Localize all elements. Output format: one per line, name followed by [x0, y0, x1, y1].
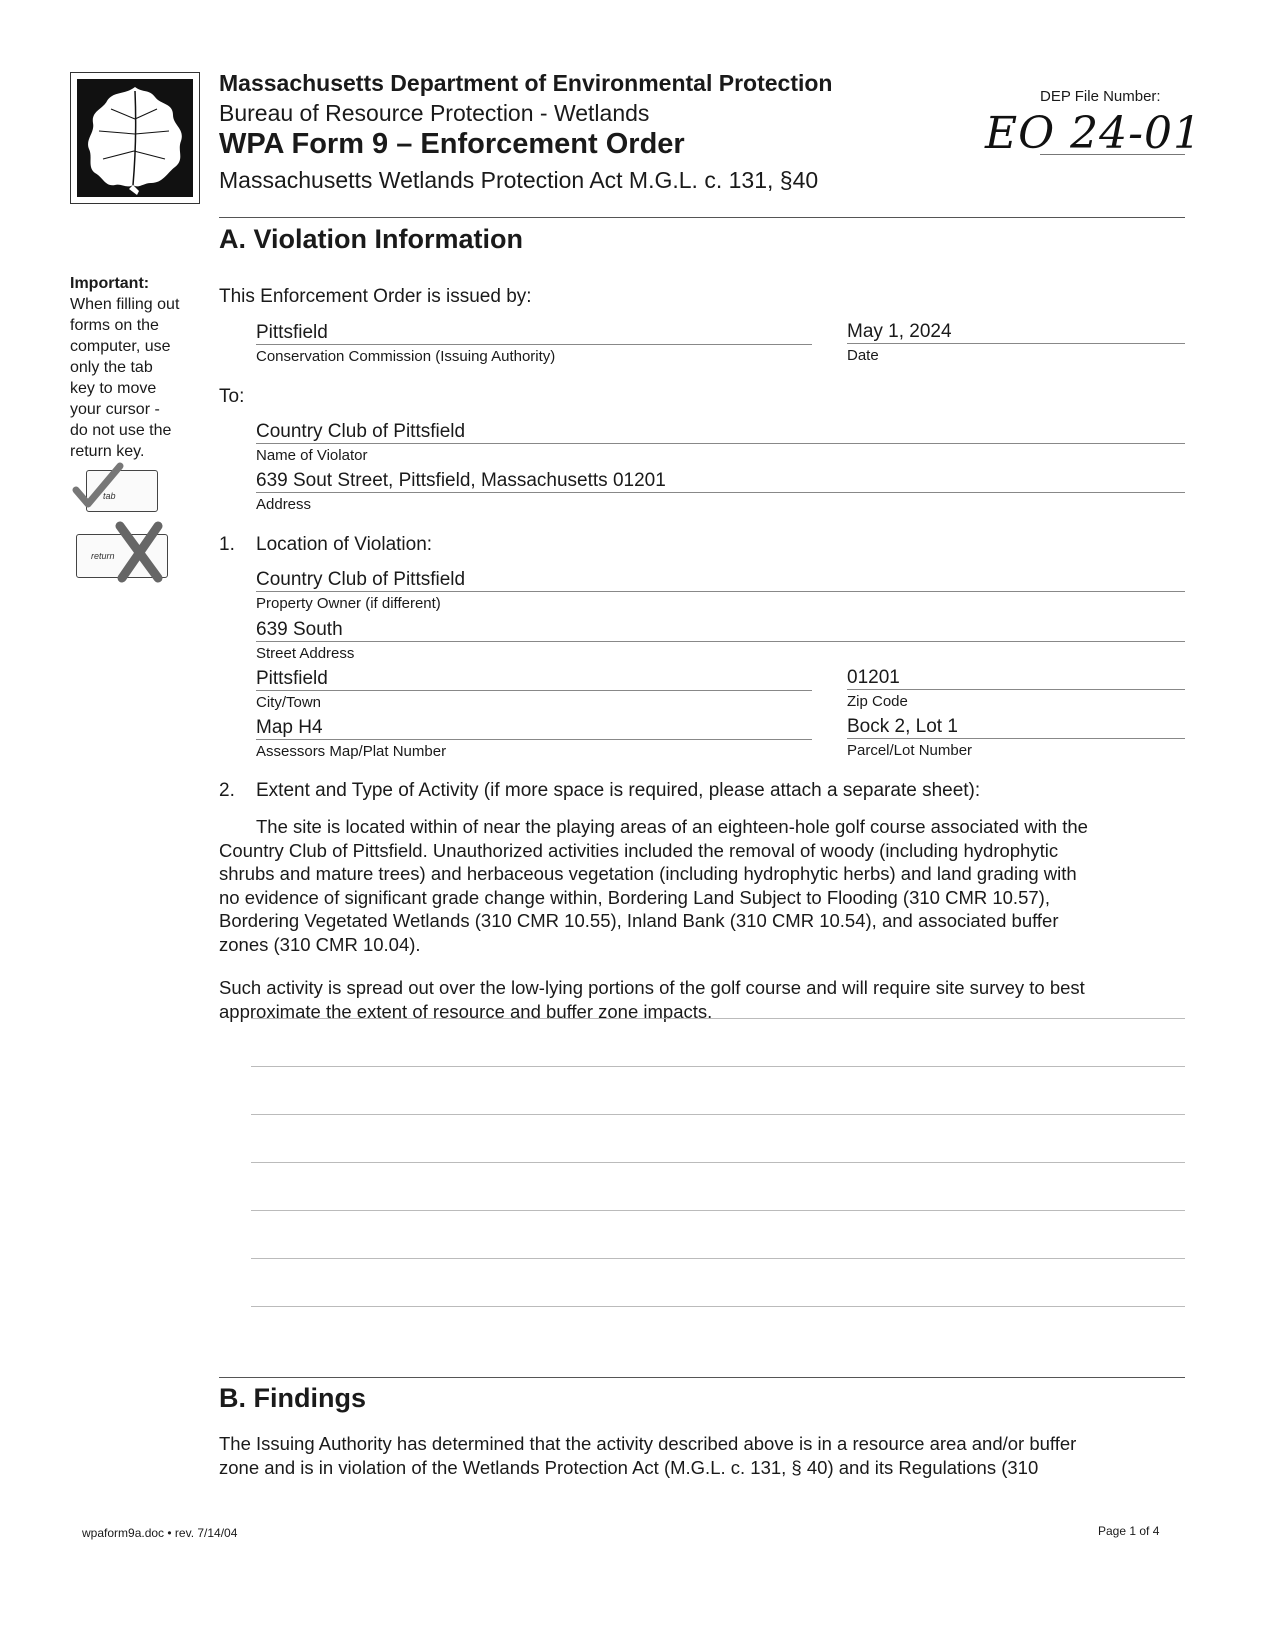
blank-line: [251, 1114, 1185, 1115]
findings-text: [219, 1432, 1185, 1479]
activity-text-line: Such activity is spread out over the low-lying portions of the golf course and will require site survey to best: [219, 977, 1085, 998]
date-value: May 1, 2024: [847, 321, 952, 342]
item2-title: Extent and Type of Activity (if more space is required, please attach a separate sheet):: [256, 780, 981, 801]
assessors-map-label: Assessors Map/Plat Number: [256, 743, 447, 760]
date-line: [847, 343, 1185, 344]
section-b-divider: [219, 1377, 1185, 1378]
important-text-line: computer, use: [70, 338, 171, 355]
street-address-label: Street Address: [256, 645, 355, 662]
findings-text-line: zone and is in violation of the Wetlands Protection Act (M.G.L. c. 131, § 40) and its Regulations (310: [219, 1456, 1039, 1478]
activity-description-continued: [219, 976, 1185, 1023]
cross-mark-icon: [112, 520, 168, 584]
parcel-lot-value: Bock 2, Lot 1: [847, 716, 958, 737]
header-divider: [219, 217, 1185, 218]
violator-address-line: [256, 492, 1185, 493]
activity-text-line: Bordering Vegetated Wetlands (310 CMR 10.55), Inland Bank (310 CMR 10.54), and associated buffer: [219, 910, 1059, 931]
item1-number: 1.: [219, 534, 235, 555]
important-text-line: When filling out: [70, 296, 180, 313]
blank-line: [251, 1210, 1185, 1211]
issuing-authority-line: [256, 344, 812, 345]
property-owner-line: [256, 591, 1185, 592]
activity-text-line: zones (310 CMR 10.04).: [219, 933, 421, 955]
dep-file-number-label: DEP File Number:: [1040, 88, 1161, 105]
street-address-value: 639 South: [256, 619, 343, 640]
important-label: Important:: [70, 275, 150, 292]
violator-name-value: Country Club of Pittsfield: [256, 421, 466, 442]
activity-description: [219, 815, 1185, 956]
violator-name-label: Name of Violator: [256, 447, 368, 464]
blank-line: [251, 1066, 1185, 1067]
act-citation: Massachusetts Wetlands Protection Act M.G.L. c. 131, §40: [219, 167, 819, 193]
footer-page-number: Page 1 of 4: [1098, 1524, 1160, 1538]
check-mark-icon: [72, 462, 132, 510]
blank-line: [251, 1162, 1185, 1163]
important-text-line: forms on the: [70, 317, 159, 334]
item1-title: Location of Violation:: [256, 534, 433, 555]
assessors-map-line: [256, 739, 812, 740]
blank-line: [251, 1018, 1185, 1019]
tab-key-label: tab: [103, 491, 116, 501]
activity-text-line: Country Club of Pittsfield. Unauthorized activities included the removal of woody (including hydrophytic: [219, 839, 1059, 861]
item2-number: 2.: [219, 780, 235, 801]
violator-name-line: [256, 443, 1185, 444]
street-address-line: [256, 641, 1185, 642]
important-text-line: return key.: [70, 443, 145, 460]
footer-doc-reference: wpaform9a.doc • rev. 7/14/04: [82, 1526, 238, 1540]
property-owner-label: Property Owner (if different): [256, 595, 441, 612]
zip-code-line: [847, 689, 1185, 690]
activity-text-line: approximate the extent of resource and buffer zone impacts.: [219, 1000, 713, 1022]
zip-code-label: Zip Code: [847, 693, 908, 710]
city-town-value: Pittsfield: [256, 668, 328, 689]
important-note: [70, 273, 200, 462]
parcel-lot-label: Parcel/Lot Number: [847, 742, 973, 759]
zip-code-value: 01201: [847, 667, 900, 688]
dep-file-number-value: EO 24-01: [985, 108, 1203, 159]
section-a-title: A. Violation Information: [219, 224, 524, 254]
important-text-line: your cursor -: [70, 401, 160, 418]
important-text-line: key to move: [70, 380, 157, 397]
to-label: To:: [219, 386, 245, 407]
city-town-label: City/Town: [256, 694, 322, 711]
violator-address-value: 639 Sout Street, Pittsfield, Massachusetts 01201: [256, 470, 666, 491]
findings-text-line: The Issuing Authority has determined that the activity described above is in a resource area and/or buffer: [219, 1433, 1077, 1454]
issued-by-prompt: This Enforcement Order is issued by:: [219, 286, 532, 307]
blank-line: [251, 1258, 1185, 1259]
bureau-name: Bureau of Resource Protection - Wetlands: [219, 100, 650, 126]
department-name: Massachusetts Department of Environmental Protection: [219, 70, 833, 96]
violator-address-label: Address: [256, 496, 312, 513]
assessors-map-value: Map H4: [256, 717, 323, 738]
city-town-line: [256, 690, 812, 691]
dep-logo: [70, 72, 200, 204]
dep-file-number-line: [1040, 154, 1185, 155]
issuing-authority-value: Pittsfield: [256, 322, 328, 343]
form-title: WPA Form 9 – Enforcement Order: [219, 128, 685, 160]
activity-text-line: shrubs and mature trees) and herbaceous vegetation (including hydrophytic herbs) and land grading with: [219, 863, 1077, 884]
section-b-title: B. Findings: [219, 1383, 366, 1413]
parcel-lot-line: [847, 738, 1185, 739]
issuing-authority-label: Conservation Commission (Issuing Authority): [256, 348, 556, 365]
important-text-line: only the tab: [70, 359, 153, 376]
important-text-line: do not use the: [70, 422, 172, 439]
date-label: Date: [847, 347, 879, 364]
oak-leaf-icon: [77, 79, 193, 197]
return-key-label: return: [91, 551, 115, 561]
property-owner-value: Country Club of Pittsfield: [256, 569, 466, 590]
activity-text-line: no evidence of significant grade change within, Bordering Land Subject to Flooding (310 CMR 10.57),: [219, 886, 1050, 908]
oak-leaf-logo: [77, 79, 193, 197]
blank-line: [251, 1306, 1185, 1307]
activity-text-line: The site is located within of near the playing areas of an eighteen-hole golf course associated with the: [256, 816, 1088, 837]
